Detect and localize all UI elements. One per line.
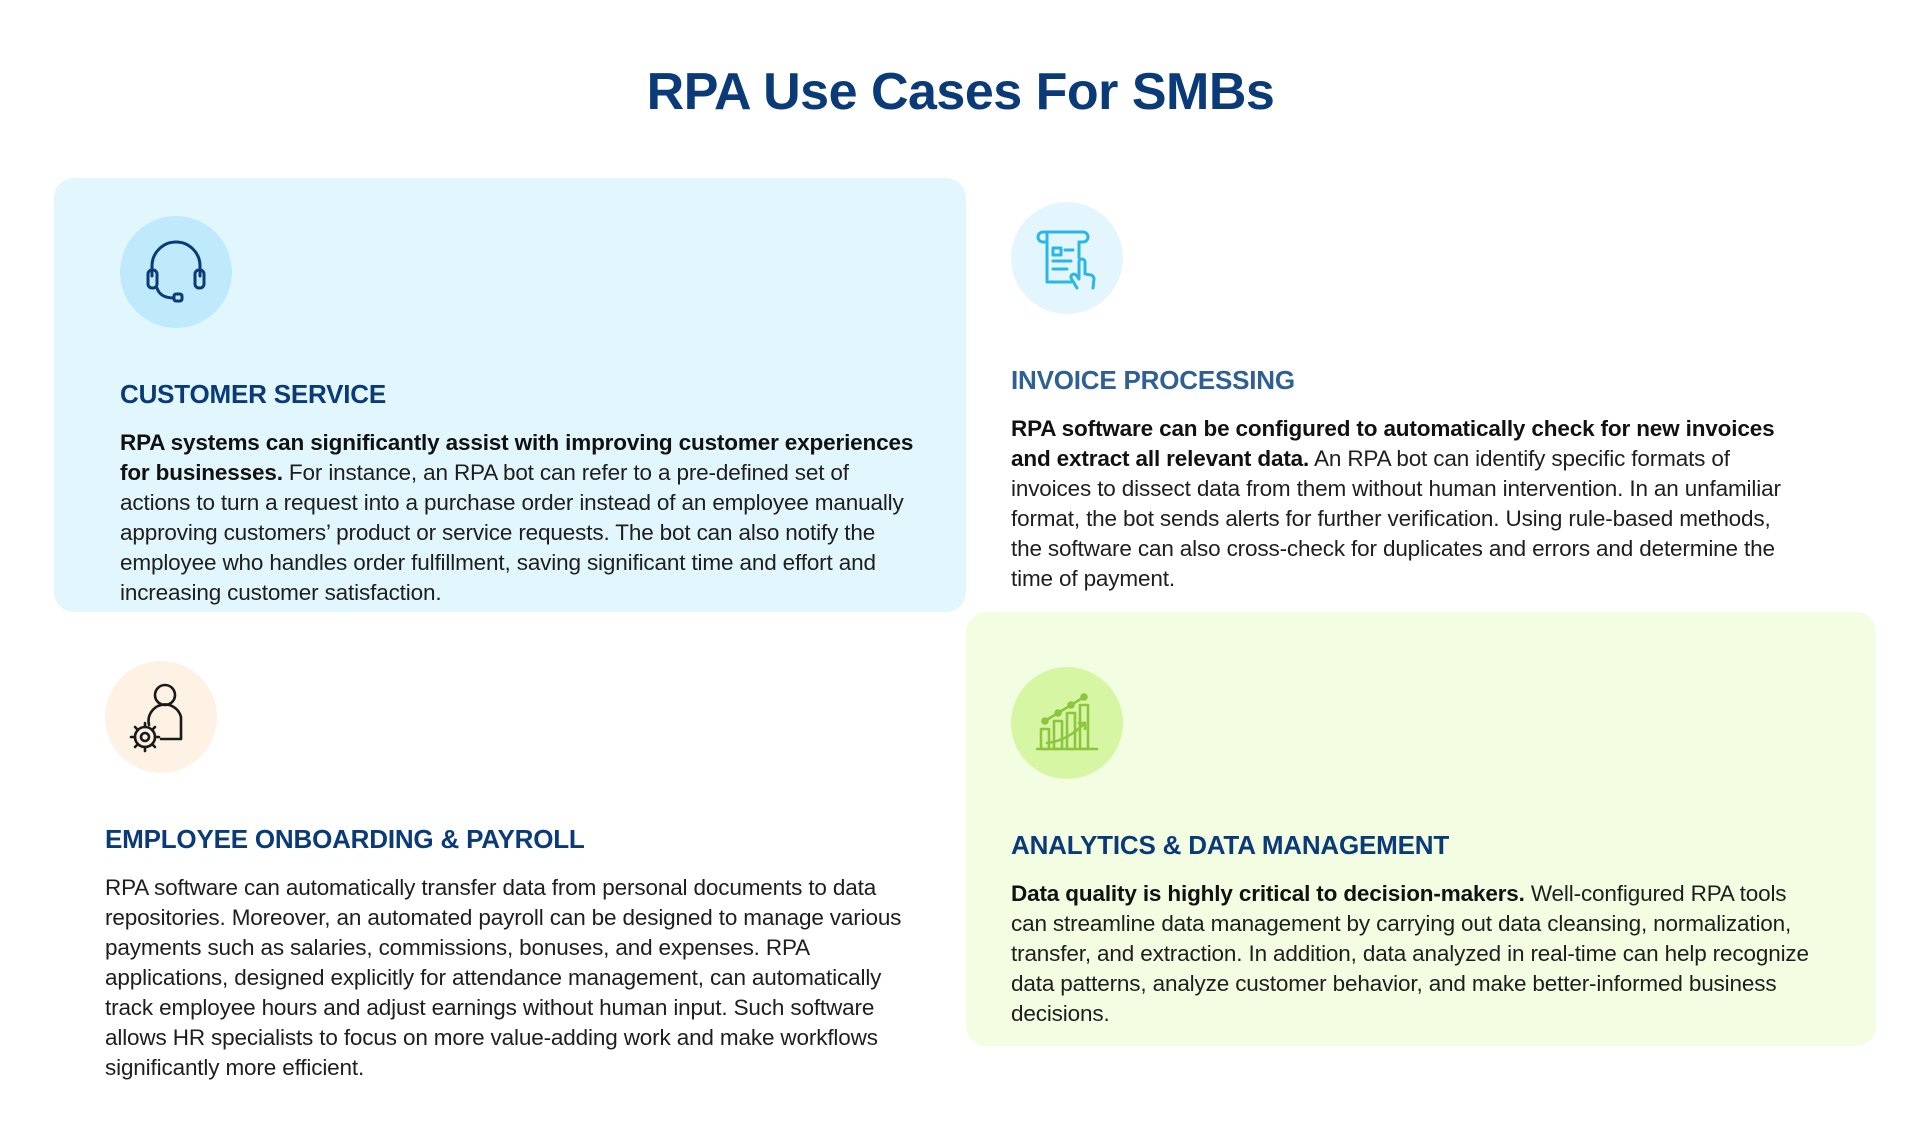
headset-icon	[120, 216, 232, 328]
analytics-body: Well-configured RPA tools can streamline data management by carrying out data cleansing, normalization, transfer, and extraction. In addition, data analyzed in real-time can help recognize data patterns, analyze customer behavior, and make better-informed business decisions.	[1011, 881, 1809, 1026]
employee-settings-icon	[105, 661, 217, 773]
customer-service-card	[120, 216, 920, 608]
analytics-lead: Data quality is highly critical to decision-makers.	[1011, 881, 1525, 906]
customer-service-heading: CUSTOMER SERVICE	[120, 379, 387, 409]
analytics-card	[1011, 667, 1811, 1029]
employee-onboarding-heading: EMPLOYEE ONBOARDING & PAYROLL	[105, 824, 585, 854]
analytics-heading: ANALYTICS & DATA MANAGEMENT	[1011, 830, 1450, 860]
page-title: RPA Use Cases For SMBs	[646, 63, 1275, 121]
invoice-processing-heading: INVOICE PROCESSING	[1011, 365, 1295, 395]
customer-service-text	[120, 428, 920, 608]
invoice-icon	[1011, 202, 1123, 314]
growth-chart-icon	[1011, 667, 1123, 779]
invoice-processing-lead: RPA software can be configured to automatically check for new invoices and extract all relevant data.	[1011, 416, 1775, 471]
employee-onboarding-text: RPA software can automatically transfer data from personal documents to data repositories. Moreover, an automated payroll can be designed to manage various payments such as salaries, commissions, bonuses, and expenses. RPA applications, designed explicitly for attendance management, can automatically track employee hours and adjust earnings without human input. Such software allows HR specialists to focus on more value-adding work and make workflows significantly more efficient.	[105, 875, 902, 1080]
invoice-processing-card	[1011, 202, 1801, 594]
customer-service-body: For instance, an RPA bot can refer to a pre-defined set of actions to turn a request into a purchase order instead of an employee manually approving customers’ product or service requests. The bot can also notify the employee who handles order fulfillment, saving significant time and effort and increasing customer satisfaction.	[120, 460, 904, 605]
analytics-text	[1011, 879, 1811, 1029]
invoice-processing-body: An RPA bot can identify specific formats of invoices to dissect data from them without human intervention. In an unfamiliar format, the bot sends alerts for further verification. Using rule-based methods, the software can also cross-check for duplicates and errors and determine the time of payment.	[1011, 446, 1781, 591]
employee-onboarding-card	[105, 661, 905, 1083]
invoice-processing-text	[1011, 414, 1801, 594]
customer-service-lead: RPA systems can significantly assist with improving customer experiences for businesses.	[120, 430, 914, 485]
